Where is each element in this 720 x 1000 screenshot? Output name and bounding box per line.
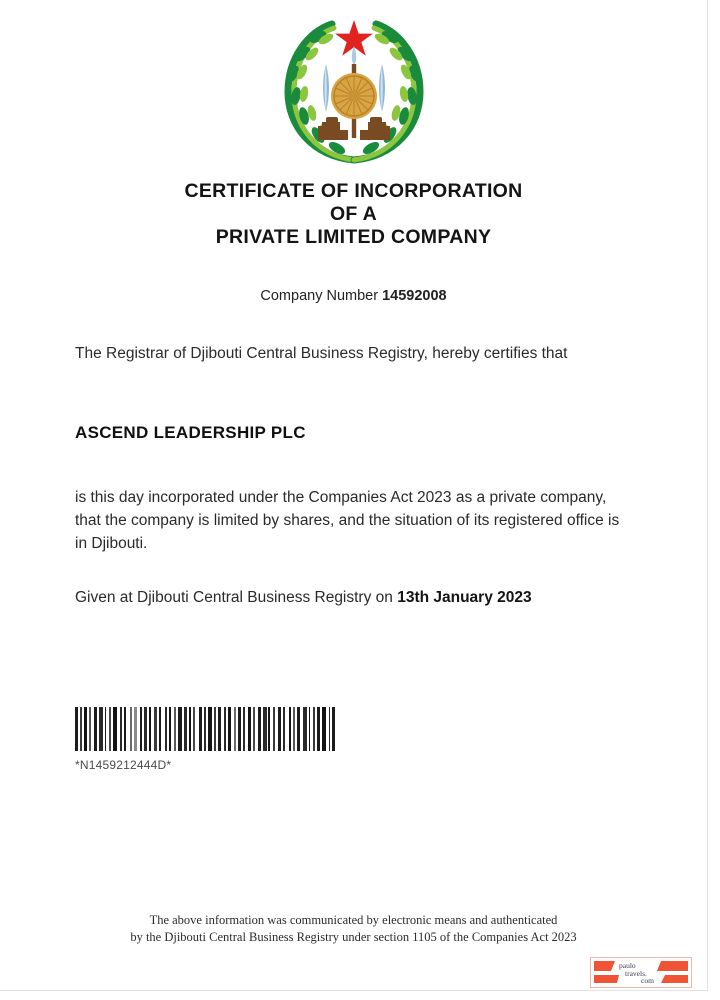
given-at-date: 13th January 2023	[397, 589, 532, 606]
company-number-label: Company Number	[260, 288, 379, 304]
emblem-container	[0, 14, 707, 164]
shield-disc-icon	[331, 73, 377, 119]
svg-text:com: com	[641, 976, 654, 985]
knife-left-icon	[323, 64, 329, 112]
title-line-2: OF A	[329, 203, 378, 225]
svg-text:travels.: travels.	[625, 969, 647, 978]
incorporation-statement: is this day incorporated under the Companies Act 2023 as a private company, that the company is limited by shares, and the situation of its registered office is in Djibouti.	[75, 489, 620, 552]
barcode-area	[75, 707, 335, 772]
registrar-statement: The Registrar of Djibouti Central Business Registry, hereby certifies that	[75, 345, 568, 362]
watermark-logo-icon	[591, 958, 691, 987]
knife-right-icon	[379, 64, 385, 112]
given-at-statement	[75, 586, 635, 609]
paulo-travels-watermark	[590, 957, 692, 988]
djibouti-coat-of-arms-icon	[282, 14, 426, 164]
given-at-prefix: Given at Djibouti Central Business Registry on	[75, 589, 398, 606]
barcode-text: *N1459212444D*	[75, 758, 172, 772]
title-line-1: CERTIFICATE OF INCORPORATION	[184, 180, 523, 202]
company-name: ASCEND LEADERSHIP PLC	[75, 423, 306, 442]
footer-line-2: by the Djibouti Central Business Registry under section 1105 of the Companies Act 2023	[130, 930, 577, 944]
company-number-row	[0, 288, 707, 304]
certificate-title	[0, 180, 707, 249]
company-number-value: 14592008	[382, 288, 447, 304]
title-line-3: PRIVATE LIMITED COMPANY	[215, 226, 492, 248]
svg-text:paulo: paulo	[619, 961, 636, 970]
footer-line-1: The above information was communicated by electronic means and authenticated	[149, 913, 558, 927]
barcode-image	[75, 707, 335, 751]
footer-note	[0, 912, 707, 946]
